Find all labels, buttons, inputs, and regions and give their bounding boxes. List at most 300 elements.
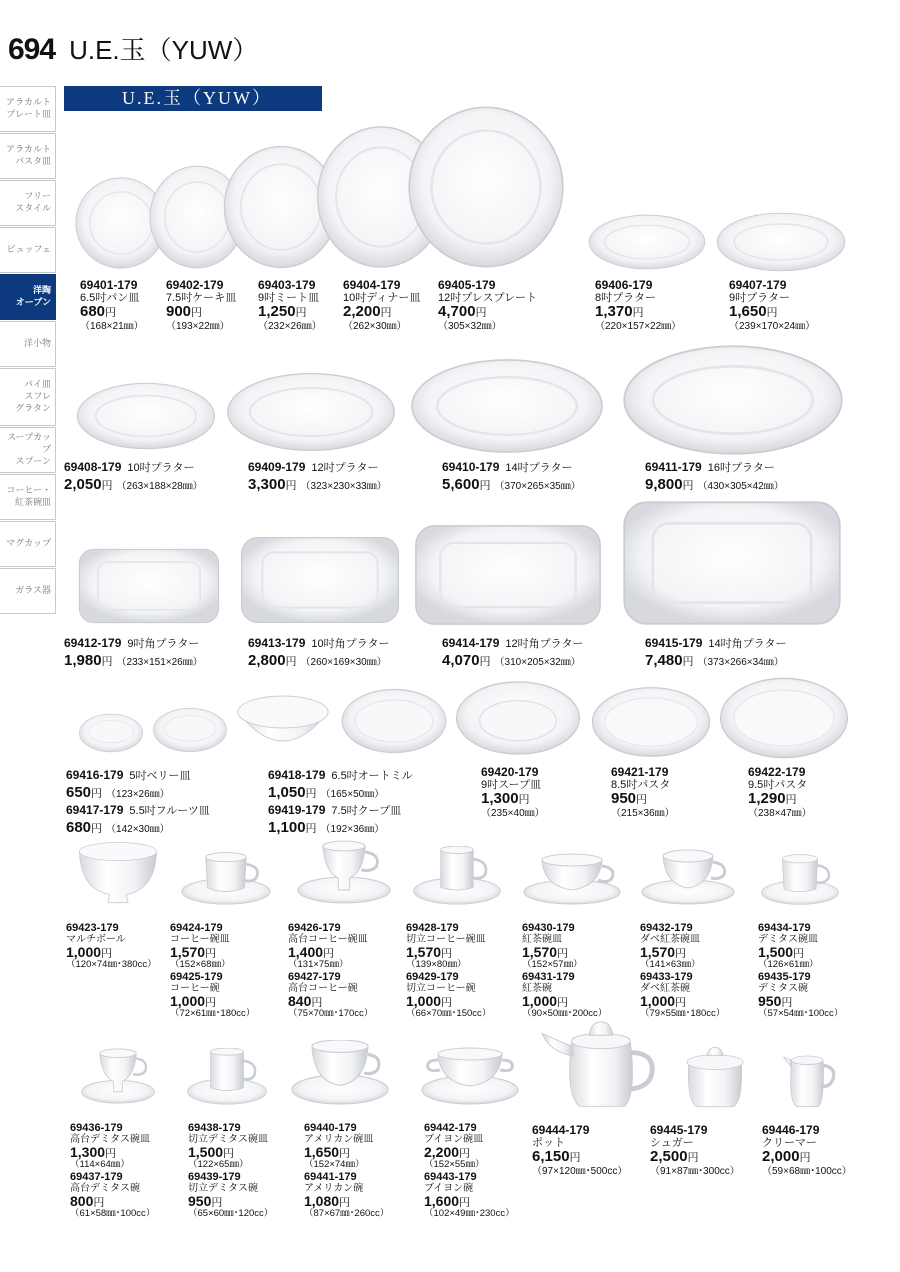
- product-code: 69420-179: [481, 765, 539, 779]
- sidebar-tab-soup-cup[interactable]: [0, 427, 56, 473]
- sidebar-tab-a-la-carte-plate[interactable]: [0, 86, 56, 132]
- product-price: 1,000円: [522, 993, 569, 1010]
- product-name: コーヒー碗: [170, 983, 220, 995]
- yen-unit: 円: [785, 794, 797, 807]
- yen-unit: 円: [479, 655, 491, 668]
- product-code: 69421-179: [611, 765, 669, 779]
- product-69409: [248, 458, 387, 493]
- soup-plate-image: [454, 678, 582, 758]
- product-name: 7.5吋ケーキ皿: [166, 292, 237, 305]
- product-price: 4,700円: [438, 303, 487, 321]
- multi-bowl-image: [76, 840, 160, 906]
- product-price: 1,050円: [268, 783, 317, 801]
- product-69434: [758, 922, 843, 1020]
- product-size: （238×47㎜）: [748, 807, 812, 819]
- product-price: 2,200円: [424, 1144, 471, 1161]
- creamer-image: [780, 1050, 838, 1110]
- product-name: 6.5吋パン皿: [80, 292, 140, 305]
- product-code: 69408-179: [64, 460, 122, 474]
- sidebar-tab-coffee-tea[interactable]: [0, 474, 56, 520]
- product-name: ブイヨン碗皿: [424, 1134, 484, 1146]
- product-name: 14吋角プラター: [708, 638, 787, 650]
- product-price: 3,300円: [248, 475, 297, 493]
- product-size: （232×26㎜）: [258, 320, 322, 332]
- product-code: 69436-179: [70, 1122, 123, 1134]
- product-69407: [729, 279, 815, 332]
- product-price: 1,000円: [170, 993, 217, 1010]
- product-size: （126×61㎜）: [758, 959, 819, 971]
- product-size: （165×50㎜）: [320, 788, 385, 800]
- category-sidebar: [0, 86, 56, 615]
- product-name: デミタス碗皿: [758, 934, 818, 946]
- product-name: 切立デミタス碗: [188, 1183, 258, 1195]
- product-code: 69437-179: [70, 1170, 123, 1183]
- sidebar-tab-label: スープカップ スプーン: [7, 432, 51, 466]
- product-size: （215×36㎜）: [611, 807, 675, 819]
- product-price: 1,570円: [170, 944, 217, 961]
- product-price: 1,290円: [748, 790, 797, 808]
- product-size: （57×54㎜･100cc）: [758, 1008, 844, 1020]
- product-size: （59×68㎜･100cc）: [762, 1165, 852, 1177]
- product-price: 1,650円: [304, 1144, 351, 1161]
- dave-tea-cup-saucer-image: [640, 848, 736, 906]
- yen-unit: 円: [101, 479, 113, 492]
- product-size: （66×70㎜･150cc）: [406, 1008, 492, 1020]
- product-size: （152×74㎜）: [304, 1159, 365, 1171]
- product-name: クリーマー: [762, 1137, 817, 1150]
- product-code: 69418-179: [268, 768, 326, 782]
- sidebar-tab-label: 洋陶 オーブン: [15, 285, 51, 307]
- product-69408: [64, 458, 240, 493]
- product-size: （65×60㎜･120cc）: [188, 1208, 274, 1220]
- product-price: 6,150円: [532, 1148, 581, 1166]
- product-price: 1,600円: [424, 1193, 471, 1210]
- product-price: 1,080円: [304, 1193, 351, 1210]
- product-code: 69434-179: [758, 922, 811, 934]
- product-price: 950円: [611, 790, 648, 808]
- product-size: （79×55㎜･180cc）: [640, 1008, 726, 1020]
- product-code: 69411-179: [645, 460, 702, 474]
- product-69445: [650, 1124, 740, 1177]
- product-name: 9吋ミート皿: [258, 292, 320, 305]
- yen-unit: 円: [295, 307, 307, 320]
- product-69430: [522, 922, 607, 1020]
- product-69416: [66, 766, 210, 836]
- straight-demitasse-cup-saucer-image: [186, 1048, 268, 1106]
- product-price: 2,200円: [343, 303, 392, 321]
- product-price: 1,000円: [640, 993, 687, 1010]
- product-name: 高台デミタス碗: [70, 1183, 140, 1195]
- product-price: 9,800円: [645, 475, 694, 493]
- product-code: 69423-179: [66, 922, 119, 934]
- product-name: 8.5吋パスタ: [611, 779, 671, 792]
- product-size: （305×32㎜）: [438, 320, 502, 332]
- product-code: 69416-179: [66, 768, 124, 782]
- product-69446: [762, 1124, 852, 1177]
- berry-bowl-image: [78, 712, 144, 754]
- footed-coffee-cup-saucer-image: [296, 840, 392, 904]
- oatmeal-bowl-image: [234, 692, 332, 752]
- product-size: （235×40㎜）: [481, 807, 545, 819]
- product-code: 69405-179: [438, 278, 496, 292]
- product-69405: [438, 279, 537, 332]
- product-price: 2,000円: [762, 1148, 811, 1166]
- product-size: （220×157×22㎜）: [595, 320, 682, 332]
- product-name: コーヒー碗皿: [170, 934, 230, 946]
- product-name: 12吋プレスプレート: [438, 292, 538, 305]
- product-size: （87×67㎜･260cc）: [304, 1208, 390, 1220]
- product-price: 2,050円: [64, 475, 113, 493]
- product-size: （123×26㎜）: [106, 788, 170, 800]
- product-name: 5.5吋フルーツ皿: [129, 805, 210, 818]
- platter-12-image: [226, 372, 396, 452]
- product-name: 16吋プラター: [707, 462, 775, 474]
- product-price: 1,300円: [70, 1144, 117, 1161]
- platter-14-image: [410, 358, 604, 454]
- product-size: （193×22㎜）: [166, 320, 230, 332]
- yen-unit: 円: [305, 787, 317, 800]
- product-name: 10吋角プラター: [311, 638, 390, 650]
- product-size: （373×266×34㎜）: [697, 656, 784, 668]
- product-69444: [532, 1124, 627, 1177]
- coupe-plate-image: [340, 686, 448, 756]
- product-code: 69406-179: [595, 278, 653, 292]
- product-price: 1,570円: [640, 944, 687, 961]
- product-name: デミタス碗: [758, 983, 808, 995]
- yen-unit: 円: [105, 1148, 117, 1161]
- sidebar-tab-pie-souffle-gratin[interactable]: [0, 368, 56, 426]
- product-code: 69425-179: [170, 970, 223, 983]
- yen-unit: 円: [459, 1148, 471, 1161]
- product-size: （323×230×33㎜）: [300, 480, 387, 492]
- yen-unit: 円: [285, 655, 297, 668]
- product-69442: [424, 1122, 515, 1220]
- pasta-9-5-image: [718, 674, 850, 762]
- product-size: （102×49㎜･230cc）: [424, 1208, 515, 1220]
- product-name: 10吋ディナー皿: [343, 292, 421, 305]
- product-69411: [645, 458, 784, 493]
- yen-unit: 円: [632, 307, 644, 320]
- yen-unit: 円: [380, 307, 392, 320]
- product-name: 10吋プラター: [127, 462, 195, 474]
- product-size: （263×188×28㎜）: [116, 480, 203, 492]
- product-name: アメリカン碗: [304, 1183, 364, 1195]
- sidebar-tab-glass[interactable]: [0, 568, 56, 614]
- product-code: 69419-179: [268, 803, 326, 818]
- yen-unit: 円: [557, 997, 569, 1010]
- product-name: 5吋ベリー皿: [129, 770, 191, 782]
- sidebar-tab-western-small[interactable]: [0, 321, 56, 367]
- sidebar-tab-label: 洋小物: [23, 338, 51, 349]
- product-name: シュガー: [650, 1137, 694, 1150]
- bouillon-cup-saucer-image: [420, 1046, 520, 1106]
- product-code: 69429-179: [406, 970, 459, 983]
- product-code: 69407-179: [729, 278, 787, 292]
- product-code: 69402-179: [166, 278, 224, 292]
- product-name: 切立コーヒー碗皿: [406, 934, 486, 946]
- product-69418: [268, 766, 413, 836]
- product-size: （168×21㎜）: [80, 320, 144, 332]
- product-69432: [640, 922, 725, 1020]
- product-price: 900円: [166, 303, 203, 321]
- product-size: （260×169×30㎜）: [300, 656, 387, 668]
- product-size: （97×120㎜･500cc）: [532, 1165, 628, 1177]
- yen-unit: 円: [441, 997, 453, 1010]
- yen-unit: 円: [675, 948, 687, 961]
- product-69406: [595, 279, 681, 332]
- product-size: （131×75㎜）: [288, 959, 349, 971]
- sidebar-tab-buffet[interactable]: [0, 227, 56, 273]
- product-name: 高台デミタス碗皿: [70, 1134, 150, 1146]
- product-code: 69433-179: [640, 970, 693, 983]
- product-code: 69401-179: [80, 278, 138, 292]
- yen-unit: 円: [205, 948, 217, 961]
- yen-unit: 円: [766, 307, 778, 320]
- product-69415: [645, 634, 787, 669]
- product-code: 69426-179: [288, 922, 341, 934]
- yen-unit: 円: [475, 307, 487, 320]
- product-size: （370×265×35㎜）: [494, 480, 581, 492]
- sidebar-tab-label: ビュッフェ: [6, 244, 51, 255]
- product-name: 14吋プラター: [505, 462, 573, 474]
- product-code: 69440-179: [304, 1122, 357, 1134]
- coffee-cup-saucer-image: [180, 848, 272, 906]
- product-code: 69445-179: [650, 1123, 708, 1137]
- sidebar-tab-label: コーヒー・ 紅茶碗皿: [6, 485, 51, 507]
- yen-unit: 円: [101, 655, 113, 668]
- product-name: 高台コーヒー碗: [288, 983, 358, 995]
- product-name: 9吋角プラター: [127, 638, 200, 650]
- product-code: 69444-179: [532, 1123, 590, 1137]
- square-platter-10-image: [240, 536, 400, 624]
- yen-unit: 円: [687, 1152, 699, 1165]
- product-size: （262×30㎜）: [343, 320, 407, 332]
- product-name: 9吋スープ皿: [481, 779, 542, 792]
- product-price: 1,000円: [66, 944, 113, 961]
- sidebar-tab-free-style[interactable]: [0, 180, 56, 226]
- product-code: 69442-179: [424, 1122, 477, 1134]
- yen-unit: 円: [441, 948, 453, 961]
- yen-unit: 円: [339, 1148, 351, 1161]
- product-69436: [70, 1122, 155, 1220]
- sidebar-tab-mug[interactable]: [0, 521, 56, 567]
- product-price: 950円: [188, 1193, 223, 1210]
- product-size: （114×64㎜）: [70, 1159, 130, 1171]
- sugar-pot-image: [682, 1044, 748, 1110]
- product-69428: [406, 922, 491, 1020]
- product-size: （142×30㎜）: [106, 823, 170, 835]
- yen-unit: 円: [191, 307, 203, 320]
- yen-unit: 円: [518, 794, 530, 807]
- product-69404: [343, 279, 420, 332]
- product-price: 650円: [66, 783, 103, 801]
- product-69421: [611, 766, 675, 819]
- product-code: 69413-179: [248, 636, 306, 650]
- product-price: 1,570円: [522, 944, 569, 961]
- product-price: 1,300円: [481, 790, 530, 808]
- product-size: （141×63㎜）: [640, 959, 701, 971]
- yen-unit: 円: [557, 948, 569, 961]
- product-69403: [258, 279, 322, 332]
- product-code: 69441-179: [304, 1170, 357, 1183]
- yen-unit: 円: [101, 948, 113, 961]
- yen-unit: 円: [675, 997, 687, 1010]
- product-price: 840円: [288, 993, 323, 1010]
- yen-unit: 円: [91, 787, 103, 800]
- product-69426: [288, 922, 373, 1020]
- product-name: 7.5吋クープ皿: [331, 805, 402, 818]
- product-price: 1,650円: [729, 303, 778, 321]
- product-69440: [304, 1122, 389, 1220]
- product-size: （233×151×26㎜）: [116, 656, 203, 668]
- straight-coffee-cup-saucer-image: [412, 846, 502, 906]
- product-69412: [64, 634, 203, 669]
- yen-unit: 円: [311, 997, 323, 1010]
- yen-unit: 円: [285, 479, 297, 492]
- page-number: 694: [8, 33, 56, 66]
- product-name: 12吋プラター: [311, 462, 379, 474]
- product-price: 4,070円: [442, 651, 491, 669]
- product-name: 紅茶碗皿: [522, 934, 562, 946]
- product-price: 1,500円: [188, 1144, 235, 1161]
- product-size: （139×80㎜）: [406, 959, 467, 971]
- product-price: 2,500円: [650, 1148, 699, 1166]
- sidebar-tab-label: アラカルト パスタ皿: [5, 144, 51, 166]
- product-name: ダベ紅茶碗: [640, 983, 690, 995]
- product-69401: [80, 279, 144, 332]
- product-code: 69415-179: [645, 636, 703, 650]
- product-size: （152×57㎜）: [522, 959, 583, 971]
- platter-10-image: [76, 382, 216, 450]
- product-size: （239×170×24㎜）: [729, 320, 816, 332]
- product-name: 切立デミタス碗皿: [188, 1134, 268, 1146]
- product-code: 69403-179: [258, 278, 316, 292]
- product-name: 高台コーヒー碗皿: [288, 934, 368, 946]
- yen-unit: 円: [105, 307, 117, 320]
- pasta-8-5-image: [590, 684, 712, 760]
- product-price: 1,250円: [258, 303, 307, 321]
- product-code: 69439-179: [188, 1170, 241, 1183]
- product-code: 69412-179: [64, 636, 122, 650]
- american-cup-saucer-image: [290, 1040, 390, 1106]
- yen-unit: 円: [781, 997, 793, 1010]
- product-code: 69417-179: [66, 803, 124, 818]
- yen-unit: 円: [479, 479, 491, 492]
- product-name: 6.5吋オートミル: [331, 770, 413, 782]
- product-size: （90×50㎜･200cc）: [522, 1008, 608, 1020]
- product-code: 69432-179: [640, 922, 693, 934]
- yen-unit: 円: [323, 948, 335, 961]
- platter-8-image: [588, 214, 706, 270]
- product-name: 8吋プラター: [595, 292, 657, 305]
- product-code: 69410-179: [442, 460, 500, 474]
- product-69420: [481, 766, 545, 819]
- product-name: 12吋角プラター: [505, 638, 584, 650]
- yen-unit: 円: [93, 1197, 105, 1210]
- product-name: ダベ紅茶碗皿: [640, 934, 700, 946]
- product-name: 9.5吋パスタ: [748, 779, 808, 792]
- yen-unit: 円: [339, 1197, 351, 1210]
- product-69414: [442, 634, 584, 669]
- pot-image: [540, 1018, 658, 1114]
- product-size: （152×68㎜）: [170, 959, 231, 971]
- product-price: 1,570円: [406, 944, 453, 961]
- square-platter-9-image: [78, 548, 220, 624]
- product-price: 2,800円: [248, 651, 297, 669]
- yen-unit: 円: [459, 1197, 471, 1210]
- product-69422: [748, 766, 812, 819]
- product-name: ポット: [532, 1137, 565, 1150]
- product-code: 69404-179: [343, 278, 401, 292]
- product-code: 69428-179: [406, 922, 459, 934]
- product-name: 9吋プラター: [729, 292, 791, 305]
- product-code: 69435-179: [758, 970, 811, 983]
- product-size: （61×58㎜･100cc）: [70, 1208, 156, 1220]
- product-name: ブイヨン碗: [424, 1183, 474, 1195]
- product-price: 800円: [70, 1193, 105, 1210]
- yen-unit: 円: [211, 1197, 223, 1210]
- product-size: （152×55㎜）: [424, 1159, 485, 1171]
- square-platter-14-image: [622, 500, 842, 626]
- product-name: マルチボール: [66, 934, 126, 946]
- product-price: 1,400円: [288, 944, 335, 961]
- yen-unit: 円: [223, 1148, 235, 1161]
- product-price: 1,100円: [268, 818, 317, 836]
- product-size: （122×65㎜）: [188, 1159, 249, 1171]
- yen-unit: 円: [636, 794, 648, 807]
- sidebar-tab-label: フリー スタイル: [15, 191, 51, 213]
- product-code: 69422-179: [748, 765, 806, 779]
- yen-unit: 円: [682, 479, 694, 492]
- sidebar-tab-label: ガラス器: [15, 585, 51, 596]
- product-price: 1,370円: [595, 303, 644, 321]
- plate-12-image: [406, 104, 566, 270]
- product-code: 69409-179: [248, 460, 306, 474]
- product-size: （72×61㎜･180cc）: [170, 1008, 256, 1020]
- yen-unit: 円: [569, 1152, 581, 1165]
- product-price: 1,980円: [64, 651, 113, 669]
- demitasse-cup-saucer-image: [760, 852, 840, 906]
- sidebar-tab-a-la-carte-pasta[interactable]: [0, 133, 56, 179]
- product-price: 1,500円: [758, 944, 805, 961]
- platter-9-image: [716, 212, 846, 272]
- fruit-bowl-image: [152, 706, 228, 754]
- product-price: 5,600円: [442, 475, 491, 493]
- product-price: 7,480円: [645, 651, 694, 669]
- product-size: （91×87㎜･300cc）: [650, 1165, 740, 1177]
- series-band: U.E.玉（YUW）: [64, 86, 322, 111]
- product-name: 紅茶碗: [522, 983, 552, 995]
- yen-unit: 円: [205, 997, 217, 1010]
- product-code: 69424-179: [170, 922, 223, 934]
- sidebar-tab-western-oven[interactable]: [0, 274, 56, 320]
- product-size: （120×74㎜･380cc）: [66, 959, 157, 971]
- product-69413: [248, 634, 390, 669]
- product-code: 69430-179: [522, 922, 575, 934]
- product-price: 950円: [758, 993, 793, 1010]
- product-price: 1,000円: [406, 993, 453, 1010]
- footed-demitasse-cup-saucer-image: [80, 1048, 156, 1104]
- product-code: 69427-179: [288, 970, 341, 983]
- product-code: 69414-179: [442, 636, 500, 650]
- product-69423: [66, 922, 157, 971]
- product-size: （310×205×32㎜）: [494, 656, 581, 668]
- yen-unit: 円: [682, 655, 694, 668]
- product-size: （192×36㎜）: [320, 823, 385, 835]
- yen-unit: 円: [305, 822, 317, 835]
- sidebar-tab-label: マグカップ: [6, 538, 51, 549]
- product-size: （75×70㎜･170cc）: [288, 1008, 374, 1020]
